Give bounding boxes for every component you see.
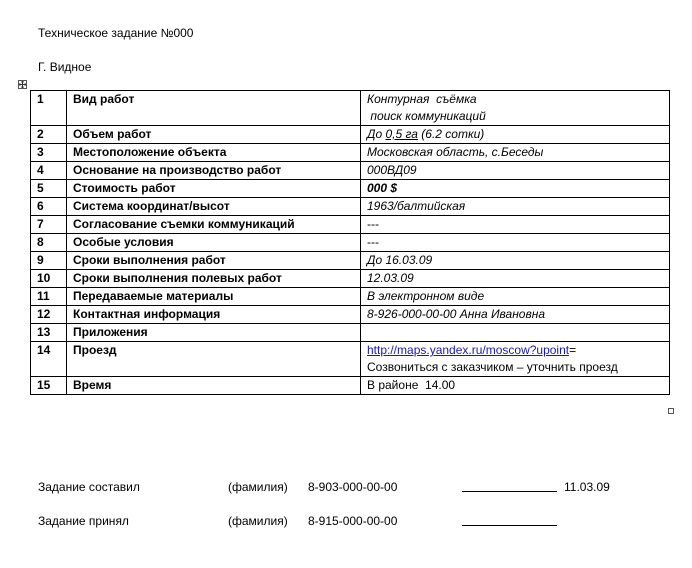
table-row — [31, 91, 670, 126]
row-value: 1963/балтийская — [361, 198, 670, 216]
table-row — [31, 324, 670, 342]
signature-phone: 8-903-000-00-00 — [308, 480, 398, 494]
table-row — [31, 288, 670, 306]
resize-handle-icon[interactable] — [668, 408, 674, 414]
row-number: 14 — [31, 342, 67, 377]
row-number: 10 — [31, 270, 67, 288]
table-row — [31, 252, 670, 270]
value-text: (6.2 сотки) — [417, 127, 485, 141]
value-underlined: 0,5 га — [385, 127, 418, 141]
row-value — [361, 342, 670, 377]
table-row — [31, 162, 670, 180]
row-label: Сроки выполнения полевых работ — [67, 270, 361, 288]
value-line: поиск коммуникаций — [367, 109, 486, 123]
row-number: 5 — [31, 180, 67, 198]
row-number: 1 — [31, 91, 67, 126]
move-arrows-icon[interactable] — [18, 80, 27, 89]
row-value: В электронном виде — [361, 288, 670, 306]
link-suffix: = — [569, 343, 577, 357]
value-line: Контурная съёмка — [367, 92, 477, 106]
table-row — [31, 270, 670, 288]
document-title: Техническое задание №000 — [38, 26, 194, 40]
row-number: 11 — [31, 288, 67, 306]
table-row — [31, 377, 670, 395]
row-number: 8 — [31, 234, 67, 252]
table-row — [31, 144, 670, 162]
table-row — [31, 234, 670, 252]
table-row — [31, 198, 670, 216]
row-number: 12 — [31, 306, 67, 324]
row-value: --- — [361, 216, 670, 234]
row-value — [361, 324, 670, 342]
row-label: Основание на производство работ — [67, 162, 361, 180]
value-line — [367, 342, 663, 359]
signature-label: Задание принял — [38, 514, 129, 528]
row-number: 6 — [31, 198, 67, 216]
row-value: 000 $ — [361, 180, 670, 198]
table-row — [31, 306, 670, 324]
signature-name: (фамилия) — [228, 480, 288, 494]
row-label: Объем работ — [67, 126, 361, 144]
row-value: --- — [361, 234, 670, 252]
value-text: До — [367, 127, 386, 141]
row-label: Сроки выполнения работ — [67, 252, 361, 270]
row-label: Особые условия — [67, 234, 361, 252]
row-label: Приложения — [67, 324, 361, 342]
table-row — [31, 126, 670, 144]
signature-blank-line — [462, 513, 557, 529]
row-number: 3 — [31, 144, 67, 162]
row-value: В районе 14.00 — [361, 377, 670, 395]
row-value: До 16.03.09 — [361, 252, 670, 270]
row-value: Московская область, с.Беседы — [361, 144, 670, 162]
row-label: Передаваемые материалы — [67, 288, 361, 306]
map-link[interactable]: http://maps.yandex.ru/moscow?upoint — [367, 343, 570, 357]
row-label: Контактная информация — [67, 306, 361, 324]
city-line: Г. Видное — [38, 60, 92, 74]
row-number: 9 — [31, 252, 67, 270]
row-value: 000ВД09 — [361, 162, 670, 180]
signature-blank-line — [462, 479, 557, 495]
row-number: 4 — [31, 162, 67, 180]
table-row — [31, 180, 670, 198]
row-label: Система координат/высот — [67, 198, 361, 216]
row-value — [361, 126, 670, 144]
row-label: Местоположение объекта — [67, 144, 361, 162]
value-line: Созвониться с заказчиком – уточнить проезд — [367, 360, 618, 374]
signature-name: (фамилия) — [228, 514, 288, 528]
signature-label: Задание составил — [38, 480, 140, 494]
row-label: Вид работ — [67, 91, 361, 126]
row-label: Время — [67, 377, 361, 395]
row-label: Проезд — [67, 342, 361, 377]
table-row — [31, 216, 670, 234]
row-number: 7 — [31, 216, 67, 234]
signature-phone: 8-915-000-00-00 — [308, 514, 398, 528]
signature-date: 11.03.09 — [564, 480, 610, 494]
row-label: Согласование съемки коммуникаций — [67, 216, 361, 234]
specification-table — [30, 90, 670, 395]
row-number: 13 — [31, 324, 67, 342]
row-number: 15 — [31, 377, 67, 395]
row-value: 12.03.09 — [361, 270, 670, 288]
row-value — [361, 91, 670, 126]
row-value: 8-926-000-00-00 Анна Ивановна — [361, 306, 670, 324]
row-number: 2 — [31, 126, 67, 144]
row-label: Стоимость работ — [67, 180, 361, 198]
table-row — [31, 342, 670, 377]
